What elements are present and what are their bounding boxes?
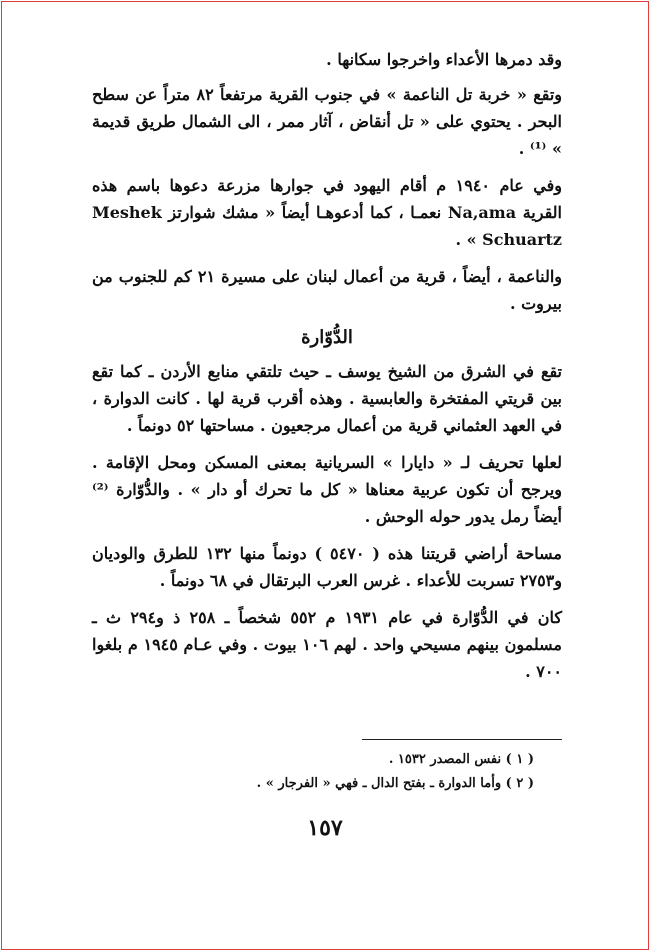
page-number: ١٥٧ xyxy=(307,815,343,841)
page-body xyxy=(92,46,562,695)
paragraph-destroyed: وقد دمرها الأعداء واخرجوا سكانها . xyxy=(326,50,562,69)
footnote-2: ( ٢ ) وأما الدوارة ـ بفتح الدال ـ فهي « الفرجار » . xyxy=(256,776,534,791)
section-heading: الدُّوّارة xyxy=(301,327,353,348)
footnotes xyxy=(92,748,562,796)
footnote-1: ( ١ ) نفس المصدر ١٥٣٢ . xyxy=(388,752,534,767)
paragraph-location: تقع في الشرق من الشيخ يوسف ـ حيث تلتقي منابع الأردن ـ كما تقع بين قريتي المفتخرة والعابسية . وهذه أقرب قرية لها . كانت الدوارة ، في العهد العثماني قرية من أعمال مرجعيون . مساحتها ٥٢ دونماً . xyxy=(92,362,562,435)
paragraph-etymology: لعلها تحريف لـ « دايارا » السريانية بمعنى المسكن ومحل الإقامة . ويرجح أن تكون عربية معناها « كل ما تحرك أو دار » . والدُّوّارة ⁽²⁾ أيضاً رمل يدور حوله الوحش . xyxy=(92,453,562,526)
paragraph-land-area: مساحة أراضي قريتنا هذه ( ٥٤٧٠ ) دونماً منها ١٣٢ للطرق والوديان و٢٧٥٣ تسربت للأعداء . غرس العرب البرتقال في ٦٨ دونماً . xyxy=(92,544,562,590)
footnote-divider xyxy=(362,739,562,740)
paragraph-naama-lebanon: والناعمة ، أيضاً ، قرية من أعمال لبنان على مسيرة ٢١ كم للجنوب من بيروت . xyxy=(92,267,562,313)
paragraph-population: كان في الدُّوّارة في عام ١٩٣١ م ٥٥٢ شخصاً ـ ٢٥٨ ذ و٢٩٤ ث ـ مسلمون بينهم مسيحي واحد . لهم ١٠٦ بيوت . وفي عـام ١٩٤٥ م بلغوا ٧٠٠ . xyxy=(92,608,563,681)
paragraph-khirbet-tel-naama: وتقع « خربة تل الناعمة » في جنوب القرية مرتفعاً ٨٢ متراً عن سطح البحر . يحتوي على « تل أنقاض ، آثار ممر ، الى الشمال طريق قديمة » ⁽¹⁾ . xyxy=(92,85,563,158)
paragraph-settlement-1940: وفي عام ١٩٤٠ م أقام اليهود في جوارها مزرعة دعوها باسم هذه القرية Na,ama نعمـا ، كما أدعوهـا أيضاً « مشك شوارتز Meshek Schuartz » . xyxy=(92,176,562,249)
